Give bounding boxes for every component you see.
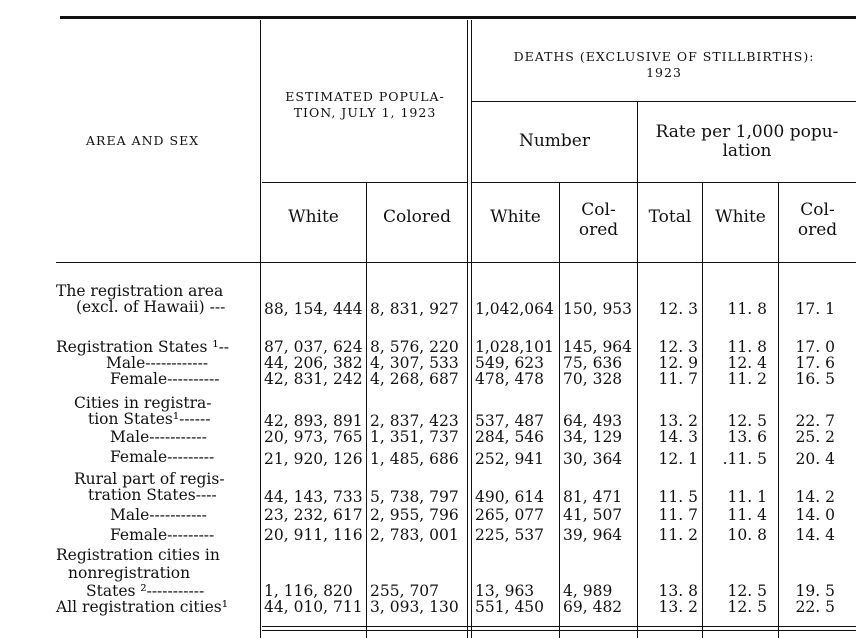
rate-total-cell: 13. 2: [658, 412, 698, 430]
pop-colored-header: Colored: [383, 207, 451, 227]
pop-white-cell: 1, 116, 820: [264, 582, 353, 600]
deaths-colored-cell: 30, 364: [563, 450, 623, 468]
rate-white-cell: 11. 1: [727, 488, 767, 506]
pop-white-cell: 88, 154, 444: [264, 300, 363, 318]
pop-colored-cell: 2, 955, 796: [370, 506, 459, 524]
est-pop-header-line2: TION, JULY 1, 1923: [293, 105, 437, 120]
deaths-colored-cell: 75, 636: [563, 354, 623, 372]
deaths-white-header: White: [490, 207, 541, 227]
rate-total-cell: 11. 5: [658, 488, 698, 506]
deaths-colored-cell: 34, 129: [563, 428, 623, 446]
rate-colored-cell: 22. 7: [795, 412, 835, 430]
pop-white-cell: 42, 893, 891: [264, 412, 363, 430]
pop-white-cell: 20, 973, 765: [264, 428, 363, 446]
rate-colored-cell: 17. 6: [795, 354, 835, 372]
rate-white-cell: 11. 4: [727, 506, 767, 524]
pop-colored-cell: 1, 485, 686: [370, 450, 459, 468]
deaths-white-cell: 537, 487: [475, 412, 545, 430]
pop-white-header: White: [288, 207, 339, 227]
row-label: Male-----------: [110, 506, 207, 524]
row-label: Rural part of regis-: [74, 470, 225, 488]
deaths-colored-cell: 145, 964: [563, 338, 633, 356]
rate-white-cell: 11. 2: [727, 370, 767, 388]
deaths-colored-header-line2: ored: [578, 220, 619, 240]
rate-white-cell: .11. 5: [722, 450, 767, 468]
pop-white-cell: 21, 920, 126: [264, 450, 363, 468]
pop-colored-cell: 3, 093, 130: [370, 598, 459, 616]
number-header: Number: [518, 131, 590, 151]
col-rule-rate-total: [702, 182, 703, 638]
rate-total-cell: 12. 3: [658, 300, 698, 318]
pop-colored-cell: 5, 738, 797: [370, 488, 459, 506]
deaths-white-cell: 13, 963: [475, 582, 535, 600]
rate-header-line2: lation: [722, 141, 772, 161]
pop-subheader-rule: [262, 182, 468, 183]
deaths-white-cell: 478, 478: [475, 370, 545, 388]
top-rule: [60, 16, 856, 19]
deaths-white-cell: 1,042,064: [475, 300, 554, 318]
rate-white-cell: 12. 5: [727, 412, 767, 430]
pop-colored-cell: 255, 707: [370, 582, 440, 600]
deaths-white-cell: 551, 450: [475, 598, 545, 616]
deaths-white-cell: 549, 623: [475, 354, 545, 372]
rate-white-cell: 11. 8: [727, 338, 767, 356]
rate-colored-cell: 19. 5: [795, 582, 835, 600]
rate-total-cell: 12. 9: [658, 354, 698, 372]
header-bottom-rule: [56, 262, 856, 263]
deaths-colored-cell: 4, 989: [563, 582, 613, 600]
rate-total-cell: 14. 3: [658, 428, 698, 446]
pop-colored-cell: 8, 831, 927: [370, 300, 459, 318]
pop-white-cell: 42, 831, 242: [264, 370, 363, 388]
deaths-colored-cell: 150, 953: [563, 300, 633, 318]
pop-colored-cell: 4, 268, 687: [370, 370, 459, 388]
rate-total-cell: 12. 1: [658, 450, 698, 468]
row-label: tion States¹------: [88, 410, 211, 428]
pop-white-cell: 44, 143, 733: [264, 488, 363, 506]
col-rule-area: [260, 20, 261, 638]
rate-white-header: White: [715, 207, 766, 227]
deaths-white-cell: 225, 537: [475, 526, 545, 544]
rate-white-cell: 12. 5: [727, 598, 767, 616]
deaths-white-cell: 252, 941: [475, 450, 545, 468]
rate-total-cell: 11. 2: [658, 526, 698, 544]
rate-colored-cell: 20. 4: [795, 450, 835, 468]
rate-total-cell: 11. 7: [658, 370, 698, 388]
deaths-colored-cell: 64, 493: [563, 412, 623, 430]
pop-colored-cell: 4, 307, 533: [370, 354, 459, 372]
rate-colored-cell: 25. 2: [795, 428, 835, 446]
rate-colored-cell: 16. 5: [795, 370, 835, 388]
rate-colored-cell: 14. 2: [795, 488, 835, 506]
rate-colored-header-line1: Col-: [800, 200, 835, 220]
row-label: Male-----------: [110, 428, 207, 446]
row-label: Female---------: [110, 526, 215, 544]
subheader-rule: [472, 182, 856, 183]
rate-white-cell: 12. 5: [727, 582, 767, 600]
deaths-white-cell: 265, 077: [475, 506, 545, 524]
deaths-colored-cell: 81, 471: [563, 488, 623, 506]
pop-white-cell: 44, 010, 711: [264, 598, 363, 616]
rate-colored-cell: 14. 0: [795, 506, 835, 524]
col-rule-num-mid: [559, 182, 560, 638]
rate-white-cell: 12. 4: [727, 354, 767, 372]
deaths-colored-cell: 70, 328: [563, 370, 623, 388]
row-label: Male------------: [106, 354, 209, 372]
rate-total-header: Total: [648, 207, 692, 227]
deaths-white-cell: 1,028,101: [475, 338, 554, 356]
rate-total-cell: 13. 2: [658, 598, 698, 616]
rate-total-cell: 11. 7: [658, 506, 698, 524]
deaths-colored-cell: 41, 507: [563, 506, 623, 524]
row-label: (excl. of Hawaii) ---: [76, 298, 226, 316]
row-label: Registration cities in: [56, 546, 220, 564]
row-label: The registration area: [56, 282, 224, 300]
row-label: Female----------: [110, 370, 220, 388]
deaths-header-rule: [472, 101, 856, 102]
rate-colored-cell: 17. 0: [795, 338, 835, 356]
pop-white-cell: 87, 037, 624: [264, 338, 363, 356]
rate-white-cell: 13. 6: [727, 428, 767, 446]
pop-white-cell: 23, 232, 617: [264, 506, 363, 524]
deaths-colored-cell: 39, 964: [563, 526, 623, 544]
row-label: Female---------: [110, 448, 215, 466]
col-rule-pop-mid: [366, 182, 367, 638]
pop-colored-cell: 8, 576, 220: [370, 338, 459, 356]
rate-colored-cell: 22. 5: [795, 598, 835, 616]
pop-white-cell: 20, 911, 116: [264, 526, 363, 544]
pop-colored-cell: 2, 837, 423: [370, 412, 459, 430]
col-rule-deaths-b: [471, 20, 472, 638]
rate-white-cell: 11. 8: [727, 300, 767, 318]
rate-total-cell: 12. 3: [658, 338, 698, 356]
pop-colored-cell: 2, 783, 001: [370, 526, 459, 544]
row-label: States ²-----------: [86, 582, 205, 600]
pop-colored-cell: 1, 351, 737: [370, 428, 459, 446]
deaths-colored-cell: 69, 482: [563, 598, 623, 616]
area-and-sex-header: AREA AND SEX: [86, 133, 200, 148]
rate-total-cell: 13. 8: [658, 582, 698, 600]
rate-white-cell: 10. 8: [727, 526, 767, 544]
deaths-header-line2: 1923: [646, 65, 682, 80]
deaths-colored-header-line1: Col-: [581, 200, 616, 220]
pop-white-cell: 44, 206, 382: [264, 354, 363, 372]
rate-colored-header-line2: ored: [797, 220, 838, 240]
row-label: Cities in registra-: [74, 394, 212, 412]
est-pop-header-line1: ESTIMATED POPULA-: [285, 89, 445, 104]
deaths-white-cell: 284, 546: [475, 428, 545, 446]
rate-colored-cell: 14. 4: [795, 526, 835, 544]
col-rule-rate-white: [778, 182, 779, 638]
rate-colored-cell: 17. 1: [795, 300, 835, 318]
rate-header-line1: Rate per 1,000 popu-: [655, 122, 839, 142]
deaths-header-line1: DEATHS (EXCLUSIVE OF STILLBIRTHS):: [513, 49, 815, 64]
row-label: Registration States ¹--: [56, 338, 230, 356]
row-label: All registration cities¹: [56, 598, 228, 616]
row-label: tration States----: [88, 486, 217, 504]
row-label: nonregistration: [68, 564, 191, 582]
deaths-white-cell: 490, 614: [475, 488, 545, 506]
